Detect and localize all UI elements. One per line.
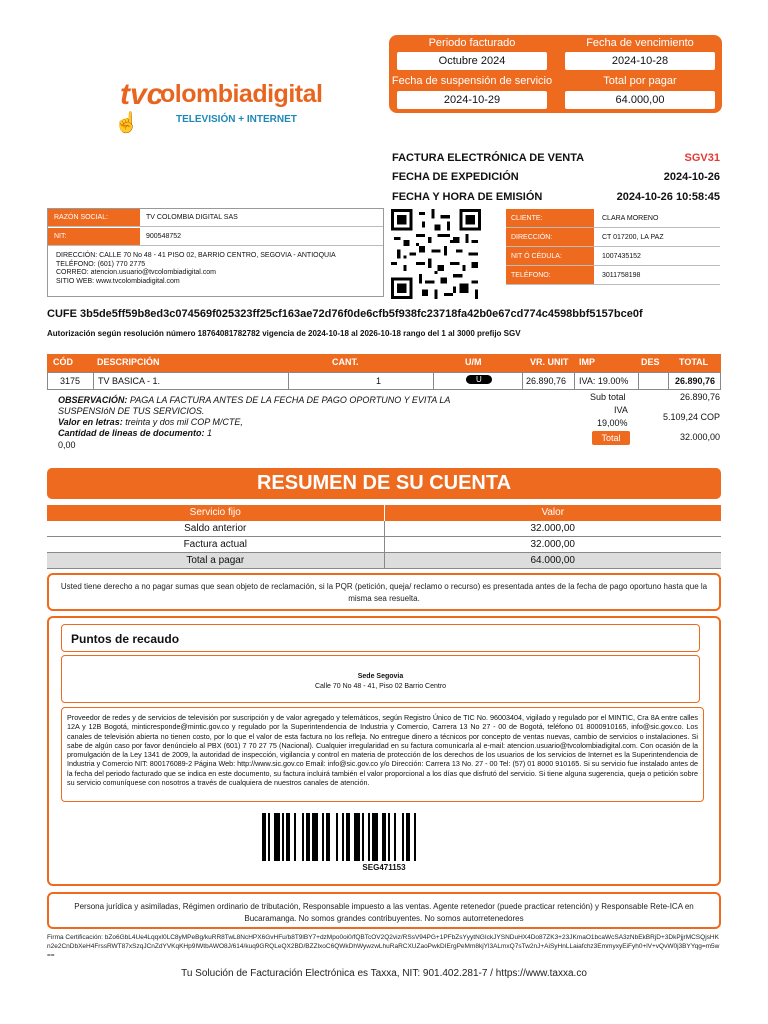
client-id-value: 1007435152 bbox=[602, 253, 641, 260]
sede-box bbox=[61, 655, 700, 703]
company-contact bbox=[56, 252, 336, 286]
emission-label: FECHA Y HORA DE EMISIÓN bbox=[392, 191, 543, 203]
razon-value: TV COLOMBIA DIGITAL SAS bbox=[146, 214, 238, 221]
nit-row bbox=[48, 228, 383, 246]
client-id-label: NIT Ó CÉDULA: bbox=[506, 247, 594, 265]
iva-value: 5.109,24 COP bbox=[662, 412, 720, 422]
sede-name: Sede Segovia bbox=[357, 673, 404, 680]
invoice-number: SGV31 bbox=[684, 152, 720, 164]
letras-text: treinta y dos mil COP M/CTE, bbox=[125, 417, 243, 427]
client-name-row bbox=[506, 209, 720, 228]
company-website: SITIO WEB: www.tvcolombiadigital.com bbox=[56, 277, 180, 285]
summary-col-service: Servicio fijo bbox=[47, 505, 385, 521]
hand-cursor-icon: ☝ bbox=[114, 112, 139, 134]
tax-regime-note: Persona jurídica y asimiladas, Régimen ordinario de tributación, Responsable impuesto a las ventas. Agente retenedor (puede practicar retención) y Responsable Rete-ICA en Bucaramanga. No somos grandes contribuyentes. No somos autorretenedores bbox=[47, 892, 721, 929]
observations-block bbox=[58, 395, 478, 451]
company-address: DIRECCIÓN: CALLE 70 No 48 - 41 PISO 02, BARRIO CENTRO, SEGOVIA - ANTIOQUIA bbox=[56, 252, 336, 259]
nit-label: NIT: bbox=[48, 228, 140, 245]
client-address-label: DIRECCIÓN: bbox=[506, 228, 594, 246]
lines-label: Cantidad de lineas de documento: bbox=[58, 428, 205, 438]
company-email: CORREO: atencion.usuario@tvcolombiadigital.com bbox=[56, 269, 217, 276]
total-due-value: 64.000,00 bbox=[565, 91, 715, 109]
legal-text: Proveedor de redes y de servicios de televisión por suscripción y de valor agregado y telemáticos, según Registro Único de TIC No. 96003404, vigilado y regulado por el MINTIC, Cra 8A entre calles 12A y 12B Bogotá, minticresponde@mintic.gov.co y regulado por la Superintendencia de Industria y Comercio, Carrera 13 No 27 - 00 de Bogotá, teléfono 01 8000910165, info@sic.gov.co. Los canales de televisión abierta no tienen costo, por lo que el valor de esta factura no los refleja. No entregue dinero a técnicos por concepto de ventas nuevas, cambio de servicios o instalaciones. Si sabe de algún caso por favor denúncielo al PBX (601) 7 70 27 75 (Nacional). Cualquier irregularidad en su factura comunicarla al e-mail: atencion.usuario@tvcolombiadigital.com. Con ocasión de la promulgación de la Ley 1341 de 2009, la autoridad de inspección, vigilancia y control en materia de protección de los derechos de los usuarios de los servicios de Internet es la Superintendencia de Industria y Comercio NIT: 800176089-2 Página Web: http://www.sic.gov.co Email: info@sic.gov.co y/o Dirección: Carrera 13 No. 27 - 00 Tel: (57) 01 8000 910165. Si su servicio fue instalado antes de la fecha del periodo facturado que se indica en este documento, su factura incluirá también el valor proporcional a los días que disfrutó del servicio. Si tiene alguna sugerencia, queja o petición sobre su servicio comuníquese con nosotros a través de cualquiera de nuestros canales de atención. bbox=[61, 707, 704, 802]
item-desc: TV BASICA - 1. bbox=[98, 376, 161, 386]
logo-tv-mark: tvc bbox=[120, 78, 164, 111]
summary-row-value: 32.000,00 bbox=[530, 523, 575, 534]
zero-value: 0,00 bbox=[58, 440, 76, 450]
col-total: TOTAL bbox=[679, 357, 709, 367]
certification-signature: Firma Certificación: bZo6GbL4Ue4Lqqxl0LC8yMPeBg/kuRR8TwL8NcHPX6GvHFu/b8T9lBY7+dzMpo0oi0/fQBTcOV2Q2viz/RSsV94PG+1PFbZsYyytNGIckJYSNDuHX4Do87ZK3+23JKmaO1bcaWcSA3zNbEkBRjD+3DkPjjrMCSQjsHKn2e2CnDbXeH4FrssRWT87xSzqJCnZdYVKqKHp9IWtbAWO8J/614/kuq9GRQLeQX2BD/BZZlxoC6QWkDhWywzwLhuRaRCXUZaoPwkDIErgPeMm8kjYl3ALmxQ7sTw2nJ+AiSyHnLLaiafchz3EmmyxyEiFyh0+lV+vQvW0j3BYYqg=m5w== bbox=[47, 934, 720, 959]
invoice-type-label: FACTURA ELECTRÓNICA DE VENTA bbox=[392, 152, 585, 164]
period-label: Periodo facturado bbox=[428, 37, 516, 49]
razon-row bbox=[48, 209, 383, 227]
summary-title: RESUMEN DE SU CUENTA bbox=[47, 468, 721, 499]
suspension-label: Fecha de suspensión de servicio bbox=[391, 75, 553, 87]
client-name-value: CLARA MORENO bbox=[602, 215, 659, 222]
client-phone-row bbox=[506, 266, 720, 285]
company-logo bbox=[112, 78, 327, 138]
summary-table bbox=[47, 505, 721, 569]
summary-header bbox=[47, 505, 721, 521]
sede-address: Calle 70 No 48 - 41, Piso 02 Barrio Centro bbox=[314, 683, 447, 690]
barcode bbox=[262, 813, 466, 861]
col-cod: CÓD bbox=[53, 357, 73, 367]
total-due-label: Total por pagar bbox=[603, 75, 677, 87]
item-imp: IVA: 19.00% bbox=[579, 376, 629, 386]
items-table-header bbox=[47, 354, 721, 372]
subtotal-label: Sub total bbox=[590, 392, 626, 402]
observation-line bbox=[58, 395, 478, 417]
logo-wordmark: olombiadigital bbox=[160, 80, 323, 108]
taxxa-footer: Tu Solución de Facturación Electrónica es Taxxa, NIT: 901.402.281-7 / https://www.taxxa.co bbox=[181, 968, 587, 979]
due-value: 2024-10-28 bbox=[565, 52, 715, 70]
obs-text: PAGA LA FACTURA ANTES DE LA FECHA DE PAGO OPORTUNO Y EVITA LA SUSPENSIóN DE TUS SERVICIOS. bbox=[58, 395, 451, 416]
total-label: Total bbox=[592, 431, 630, 445]
item-cod: 3175 bbox=[60, 376, 81, 386]
cufe-code: CUFE 3b5de5ff59b8ed3c074569f025323ff25cf163ae72d76f0de6cfb5f938fc23718fa42b0e67cd774c4598bbf5157bce0f bbox=[47, 308, 643, 320]
qr-code bbox=[391, 209, 481, 299]
authorization-text: Autorización según resolución número 18764081782782 vigencia de 2024-10-18 al 2026-10-18 rango del 1 al 3000 prefijo SGV bbox=[47, 329, 521, 338]
client-id-row bbox=[506, 247, 720, 266]
issue-date-value: 2024-10-26 bbox=[663, 171, 720, 183]
summary-col-value: Valor bbox=[541, 507, 565, 518]
emission-value: 2024-10-26 10:58:45 bbox=[616, 191, 720, 203]
client-name-label: CLIENTE: bbox=[506, 209, 594, 227]
client-address-value: CT 017200, LA PAZ bbox=[602, 234, 664, 241]
table-row bbox=[47, 372, 721, 390]
lines-line bbox=[58, 428, 478, 439]
col-vr-unit: VR. UNIT bbox=[530, 357, 569, 367]
client-phone-value: 3011758198 bbox=[602, 272, 641, 279]
iva-label: IVA bbox=[614, 405, 628, 415]
subtotal-value: 26.890,76 bbox=[679, 392, 720, 402]
iva-rate: 19,00% bbox=[597, 418, 628, 428]
company-info-box bbox=[47, 208, 384, 297]
company-phone: TELÉFONO: (601) 770 2775 bbox=[56, 260, 146, 268]
client-info-box bbox=[506, 209, 720, 284]
letras-line bbox=[58, 417, 478, 428]
summary-row-label: Saldo anterior bbox=[47, 521, 385, 536]
issue-date-label: FECHA DE EXPEDICIÓN bbox=[392, 171, 519, 183]
client-phone-label: TELÉFONO: bbox=[506, 266, 594, 284]
letras-label: Valor en letras: bbox=[58, 417, 123, 427]
recaudo-title: Puntos de recaudo bbox=[61, 624, 700, 652]
col-des: DES bbox=[641, 357, 660, 367]
barcode-number: SEG471153 bbox=[362, 863, 406, 872]
due-label: Fecha de vencimiento bbox=[586, 37, 694, 49]
client-address-row bbox=[506, 228, 720, 247]
summary-row-value: 64.000,00 bbox=[530, 555, 575, 566]
table-row bbox=[47, 553, 721, 569]
suspension-value: 2024-10-29 bbox=[397, 91, 547, 109]
item-cant: 1 bbox=[376, 376, 382, 386]
col-cant: CANT. bbox=[332, 357, 359, 367]
rights-notice: Usted tiene derecho a no pagar sumas que sean objeto de reclamación, si la PQR (petición, queja/ reclamo o recurso) es presentada antes de la fecha de pago oportuno hasta que la misma sea resuelta. bbox=[47, 573, 721, 611]
total-value: 32.000,00 bbox=[679, 432, 720, 442]
nit-value: 900548752 bbox=[146, 233, 182, 240]
obs-label: OBSERVACIÓN: bbox=[58, 395, 128, 405]
summary-row-label: Factura actual bbox=[47, 537, 385, 552]
col-imp: IMP bbox=[579, 357, 596, 367]
summary-row-label: Total a pagar bbox=[47, 553, 385, 568]
col-um: U/M bbox=[465, 357, 482, 367]
period-value: Octubre 2024 bbox=[397, 52, 547, 70]
billing-summary-box bbox=[389, 35, 722, 113]
item-vr-unit: 26.890,76 bbox=[526, 376, 567, 386]
item-total: 26.890,76 bbox=[675, 376, 716, 386]
item-um-badge: U bbox=[466, 375, 492, 384]
logo-tagline: TELEVISIÓN + INTERNET bbox=[176, 114, 297, 125]
razon-label: RAZÓN SOCIAL: bbox=[48, 209, 140, 226]
table-row bbox=[47, 537, 721, 553]
table-row bbox=[47, 521, 721, 537]
col-desc: DESCRIPCIÓN bbox=[97, 357, 160, 367]
summary-row-value: 32.000,00 bbox=[530, 539, 575, 550]
lines-text: 1 bbox=[207, 428, 213, 438]
